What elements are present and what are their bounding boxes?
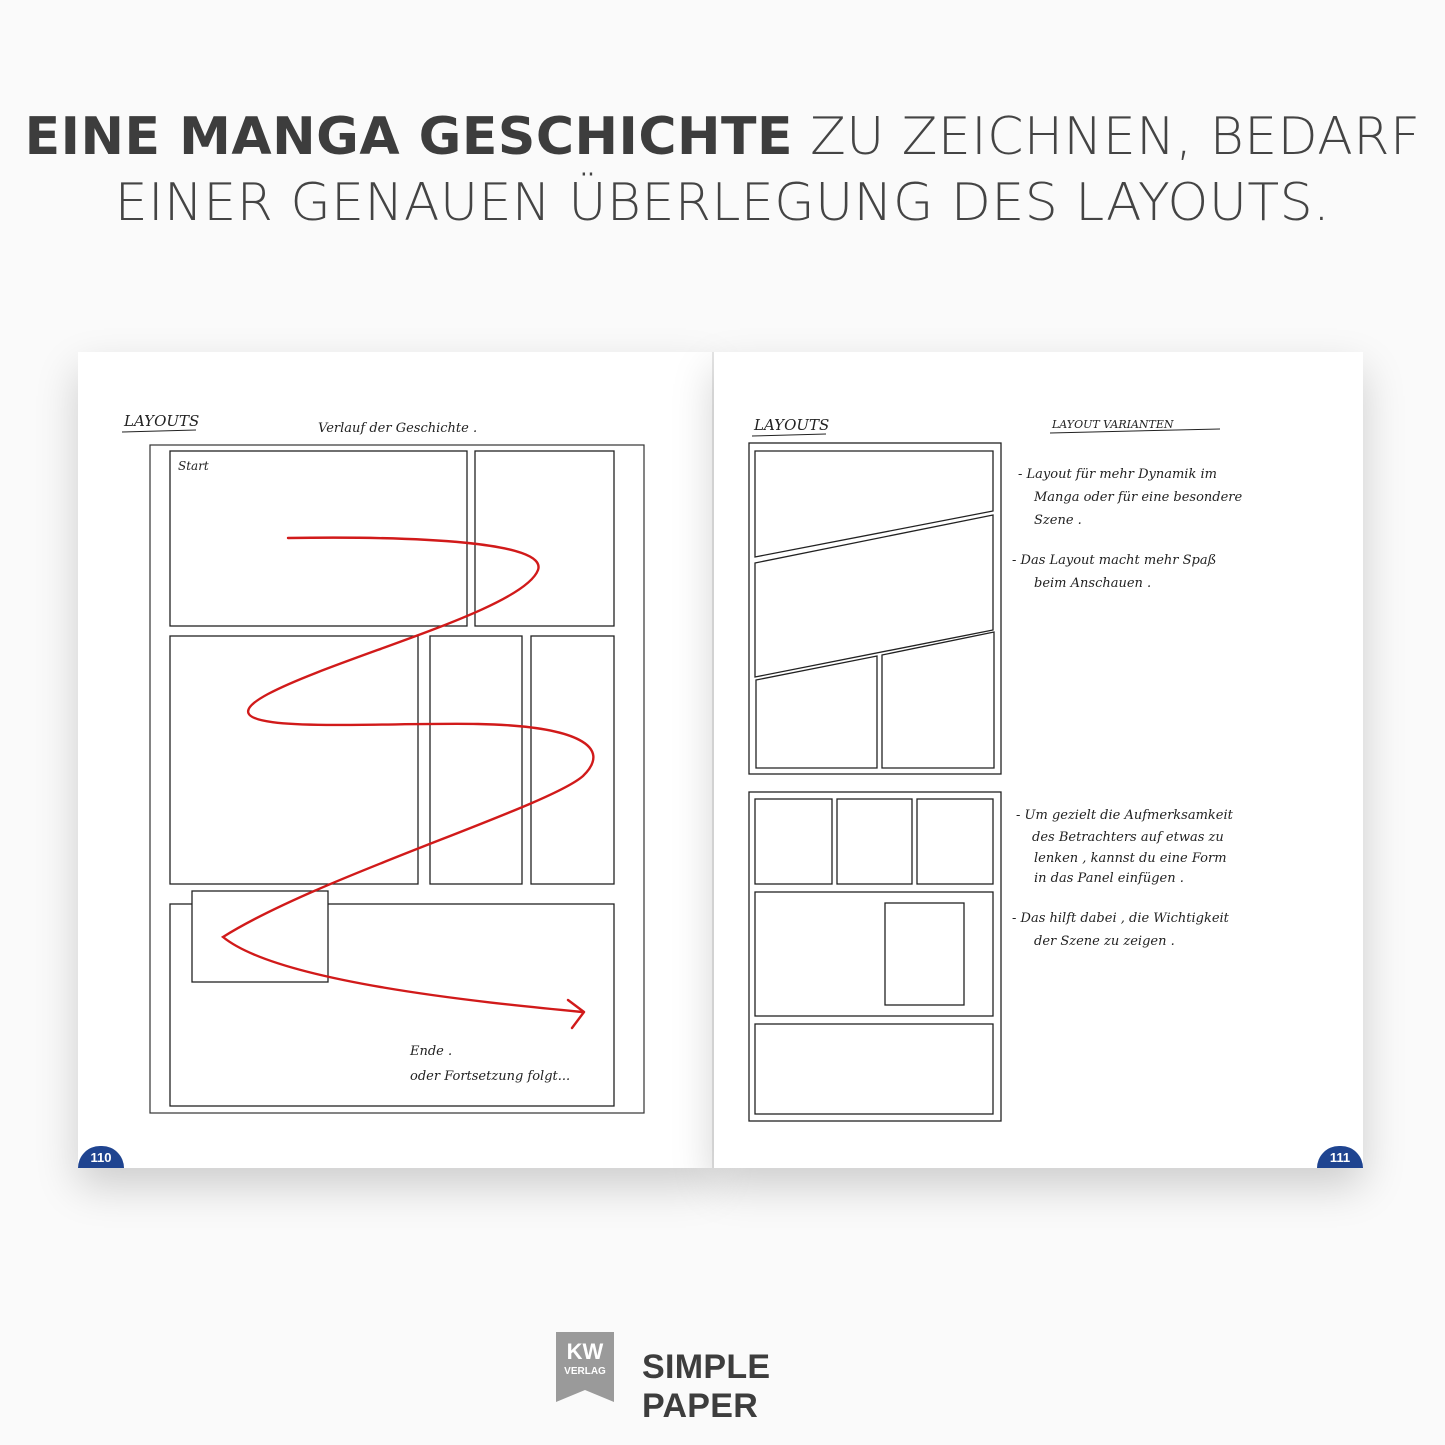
layout-variant-1-frame [749, 443, 1001, 774]
logo-text-bottom: VERLAG [564, 1366, 606, 1377]
headline-line-2: EINER GENAUEN ÜBERLEGUNG DES LAYOUTS. [114, 173, 1331, 233]
panel-3 [170, 636, 418, 884]
panel-4 [430, 636, 522, 884]
right-heading-underline [752, 434, 826, 436]
right-page [714, 352, 1363, 1168]
variant-1-panel-4 [882, 632, 994, 768]
variant-2-panel-5 [755, 1024, 993, 1114]
panel-5 [531, 636, 614, 884]
note-top-line-5: beim Anschauen . [1034, 576, 1152, 591]
page-frame [150, 445, 644, 1113]
note-top-line-4: - Das Layout macht mehr Spaß [1012, 553, 1217, 568]
page-number-left: 110 [78, 1146, 124, 1168]
brand [556, 1332, 896, 1425]
note-top-line-3: Szene . [1034, 513, 1082, 528]
variant-2-panel-1 [755, 799, 832, 884]
left-page-drawing [78, 352, 712, 1168]
section-title: LAYOUT VARIANTEN [1052, 418, 1174, 431]
headline [0, 104, 1445, 236]
variant-2-panel-3 [917, 799, 993, 884]
left-heading-underline [122, 430, 196, 432]
headline-line-1-rest: ZU ZEICHNEN, BEDARF [793, 107, 1421, 167]
end-label-2: oder Fortsetzung folgt... [410, 1069, 571, 1084]
left-subtitle: Verlauf der Geschichte . [318, 421, 478, 436]
variant-2-panel-2 [837, 799, 912, 884]
kw-verlag-logo [556, 1332, 614, 1402]
brand-name: SIMPLE PAPER [642, 1348, 771, 1425]
panel-2 [475, 451, 614, 626]
variant-2-panel-4 [755, 892, 993, 1016]
variant-2-inset-shape [885, 903, 964, 1005]
headline-bold: EINE MANGA GESCHICHTE [24, 107, 794, 167]
note-bottom-line-3: lenken , kannst du eine Form [1034, 851, 1227, 866]
note-bottom-line-6: der Szene zu zeigen . [1034, 934, 1175, 949]
left-heading: LAYOUTS [124, 412, 200, 430]
note-bottom-line-4: in das Panel einfügen . [1034, 871, 1184, 886]
book-spread [78, 352, 1363, 1168]
right-heading: LAYOUTS [754, 416, 830, 434]
inset-panel [192, 891, 328, 982]
start-label: Start [178, 459, 209, 473]
logo-text-top: KW [566, 1339, 604, 1364]
end-label: Ende . [410, 1044, 453, 1059]
note-top-line-1: - Layout für mehr Dynamik im [1018, 467, 1217, 482]
layout-variant-2-frame [749, 792, 1001, 1121]
left-page [78, 352, 712, 1168]
variant-1-panel-1 [755, 451, 993, 557]
arrow-head [568, 1000, 584, 1028]
variant-1-panel-2 [755, 515, 993, 677]
page-number-right: 111 [1317, 1146, 1363, 1168]
right-page-drawing [714, 352, 1363, 1168]
note-bottom-line-1: - Um gezielt die Aufmerksamkeit [1016, 808, 1233, 823]
headline-line-1 [0, 104, 1445, 170]
note-top-line-2: Manga oder für eine besondere [1034, 490, 1243, 505]
note-bottom-line-5: - Das hilft dabei , die Wichtigkeit [1012, 911, 1229, 926]
note-bottom-line-2: des Betrachters auf etwas zu [1032, 830, 1224, 845]
